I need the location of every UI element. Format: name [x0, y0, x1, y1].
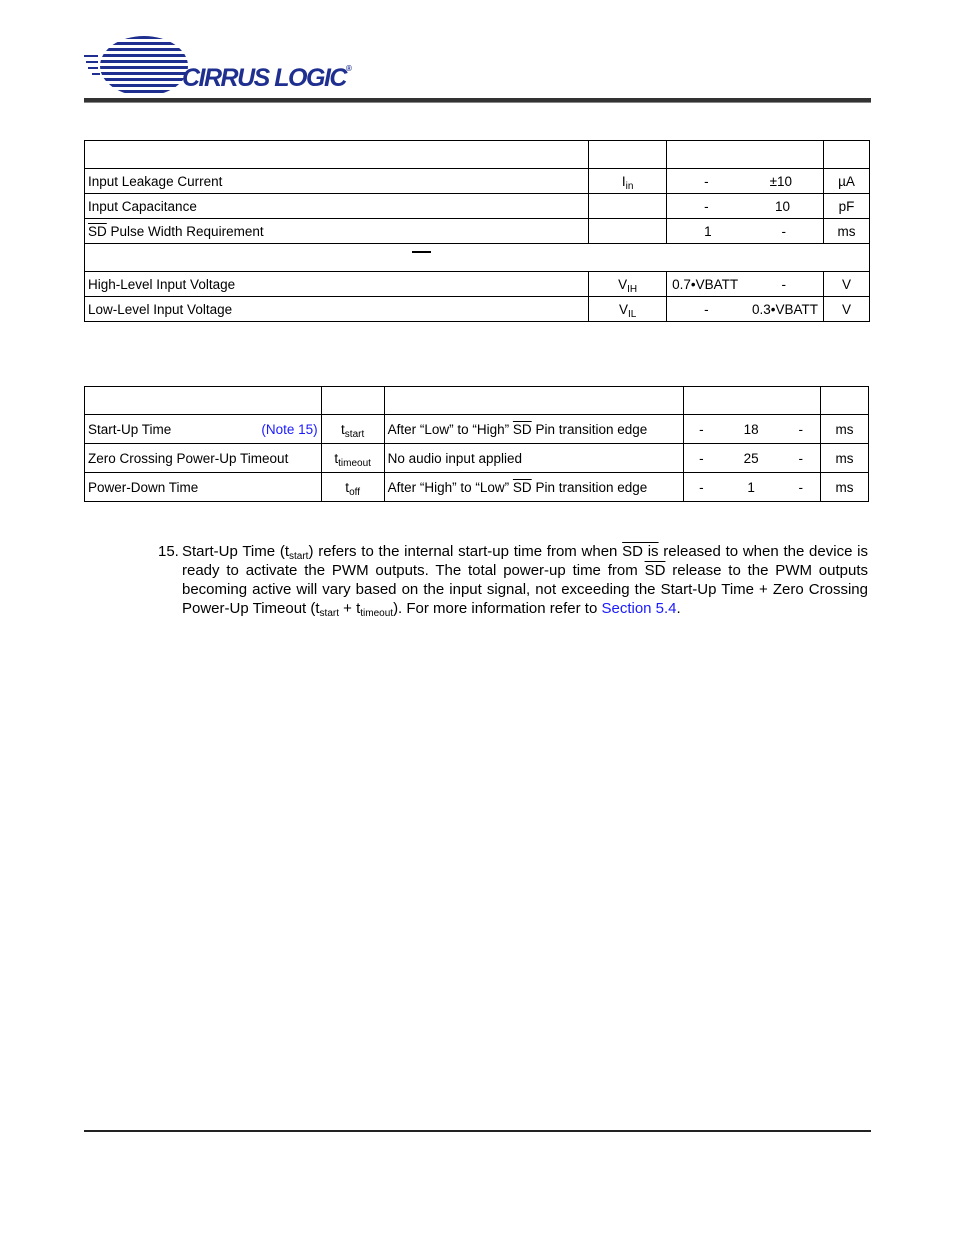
section-5-4-link[interactable]: Section 5.4 — [601, 600, 677, 617]
table-row: Start-Up Time (Note 15) $t_{start}$ After “Low” to “High” $\overline{SD}$ Pin transition edge - 18 - ms — [85, 415, 869, 444]
table-header-row — [85, 141, 870, 169]
table-section-row — [85, 244, 870, 272]
table-row: $\overline{SD}$ Pulse Width Requirement 1 - ms — [85, 219, 870, 244]
header-rule — [84, 98, 871, 103]
overline-mark — [412, 251, 431, 253]
table-row: Low-Level Input Voltage $V_{IL}$ - 0.3•VBATT V — [85, 297, 870, 322]
table-row: Input Capacitance - 10 pF — [85, 194, 870, 219]
note-15-link[interactable]: (Note 15) — [261, 421, 318, 437]
table-row: Power-Down Time $t_{off}$ After “High” to “Low” $\overline{SD}$ Pin transition edge - 1 - ms — [85, 473, 869, 502]
footer-rule — [84, 1130, 871, 1132]
footnote-number: 15. — [158, 543, 179, 560]
table-header-row — [85, 387, 869, 415]
input-characteristics-table — [84, 140, 870, 322]
table-row: Zero Crossing Power-Up Timeout $t_{timeout}$ No audio input applied - 25 - ms — [85, 444, 869, 473]
footnote-15 — [158, 542, 868, 618]
timing-characteristics-table — [84, 386, 869, 502]
footnote-text: Start-Up Time $(t_{start})$ refers to the internal start-up time from when SD is released to when the device is ready to activate the PWM outputs. The total power-up time from $\overline{SD}$ release to the PWM outputs becoming active will vary based on the input signal, not exceeding the Start-Up Time + Zero Crossing Power-Up Timeout $(t_{start} + t_{timeout})$. For more information refer to Section 5.4. — [182, 543, 869, 619]
table-row: High-Level Input Voltage $V_{IH}$ 0.7•VBATT - V — [85, 272, 870, 297]
logo-wordmark: CIRRUS LOGIC® — [182, 64, 351, 92]
table-row: Input Leakage Current $I_{in}$ - ±10 µA — [85, 169, 870, 194]
